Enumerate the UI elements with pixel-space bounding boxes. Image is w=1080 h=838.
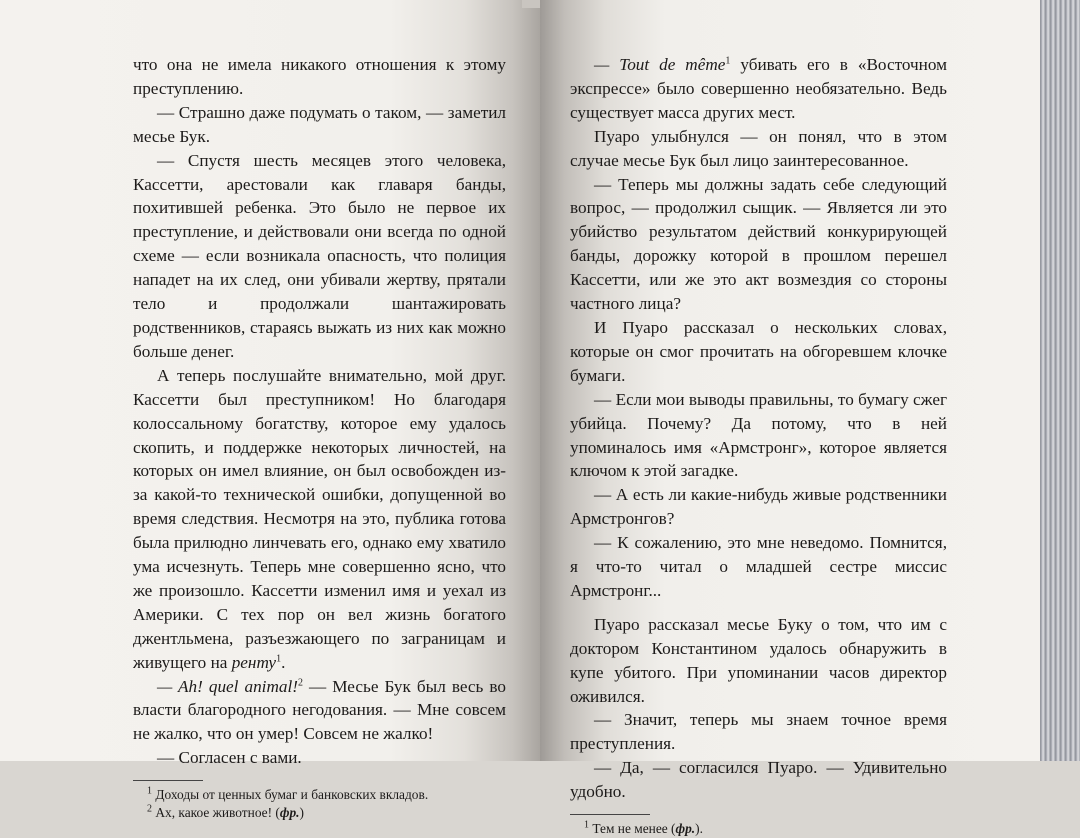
paragraph-text: — Месье Бук был весь во власти благородного негодования. — Мне совсем не жалко, что он умер! Совсем не жалко! — [133, 676, 506, 744]
paragraph-first — [570, 53, 947, 125]
paragraph: что она не имела никакого отношения к этому преступлению. — [133, 55, 506, 98]
paragraph: — А есть ли какие-нибудь живые родственники Армстронгов? — [570, 485, 947, 529]
paragraph: — Если мои выводы правильны, то бумагу сжег убийца. Почему? Да потому, что в ней упоминалось имя «Армстронг», которое является ключом к этой загадке. — [570, 389, 947, 481]
right-text-column — [570, 53, 947, 838]
footnote-marker: 1 — [725, 55, 731, 67]
paragraph: — К сожалению, это мне неведомо. Помнится, я что-то читал о младшей сестре миссис Армстронг... — [570, 533, 947, 600]
french-phrase: — Ah! quel animal! — [157, 676, 298, 696]
paragraph: Пуаро улыбнулся — он понял, что в этом случае месье Бук был лицо заинтересованное. — [570, 126, 947, 170]
footnote-text-end: ). — [695, 821, 703, 837]
footnote — [133, 804, 506, 822]
footnote-text: Доходы от ценных бумаг и банковских вкладов. — [152, 787, 429, 803]
footnote-text: Тем не менее ( — [589, 821, 676, 837]
paragraph: — Да, — согласился Пуаро. — Удивительно удобно. — [570, 758, 947, 802]
footnote-abbr: фр. — [675, 821, 696, 837]
footnote-text: Ах, какое животное! ( — [152, 805, 280, 821]
paragraph-text: А теперь послушайте внимательно, мой друг. Кассетти был преступником! Но благодаря колоссальному богатству, которое ему удалось скопить, и поддержке некоторых личностей, на которых он имел влияние, он был освобожден из-за какой-то технической ошибки, допущенной во время следствия. Несмотря на это, публика готова была прилюдно линчевать его, однако ему хватило ума исчезнуть. Теперь мне совершенно ясно, что же произошло. Кассетти изменил имя и уехал из Америки. С тех пор он вел жизнь богатого джентльмена, разъезжающего по заграницам и живущего на — [133, 365, 506, 672]
paragraph-text: убивать его в «Восточном экспрессе» было совершенно необязательно. Ведь существует масса других мест. — [570, 55, 948, 122]
paragraph: — Страшно даже подумать о таком, — заметил месье Бук. — [133, 102, 506, 146]
footnote — [133, 786, 506, 804]
left-page — [0, 0, 540, 821]
paragraph: — Спустя шесть месяцев этого человека, Кассетти, арестовали как главаря банды, похитившей ребенка. Это было не первое их преступление, и действовали они всегда по одной схеме — если возникала опасность, что полиция нападет на их след, они убивали жертву, прятали тело и продолжали шантажировать родственников, стараясь выжать из них как можно больше денег. — [133, 150, 506, 361]
punctuation: . — [281, 652, 286, 672]
right-page — [540, 0, 1040, 837]
footnote-marker: 1 — [276, 652, 282, 664]
paragraph-renta — [133, 364, 506, 675]
footnote-abbr: фр. — [279, 805, 300, 821]
footnote-number: 2 — [147, 803, 152, 815]
french-phrase: — Tout de même — [594, 55, 726, 74]
footnote-text-end: ) — [299, 805, 304, 821]
italic-word: ренту — [231, 652, 277, 672]
paragraph: Пуаро рассказал месье Буку о том, что им с доктором Константином удалось обнаружить в купе убитого. При упоминании часов директор оживился. — [570, 614, 947, 706]
footnote — [570, 820, 947, 838]
page-edges — [1040, 0, 1080, 761]
footnote-number: 1 — [147, 785, 152, 797]
footnote-marker: 2 — [297, 676, 303, 688]
paragraph: — Значит, теперь мы знаем точное время преступления. — [570, 710, 947, 754]
paragraph: И Пуаро рассказал о нескольких словах, которые он смог прочитать на обгоревшем клочке бумаги. — [570, 317, 947, 385]
paragraph: — Согласен с вами. — [157, 748, 302, 768]
footnote-divider — [133, 780, 203, 781]
footnote-number: 1 — [584, 819, 589, 831]
paragraph-exclaim — [133, 675, 506, 747]
footnote-divider — [570, 814, 650, 815]
paragraph: — Теперь мы должны задать себе следующий вопрос, — продолжил сыщик. — Является ли это убийство результатом действий конкурирующей банды, дорожку которой в прошлом перешел Кассетти, или же это акт возмездия со стороны частного лица? — [570, 174, 947, 314]
left-text-column — [133, 53, 506, 822]
